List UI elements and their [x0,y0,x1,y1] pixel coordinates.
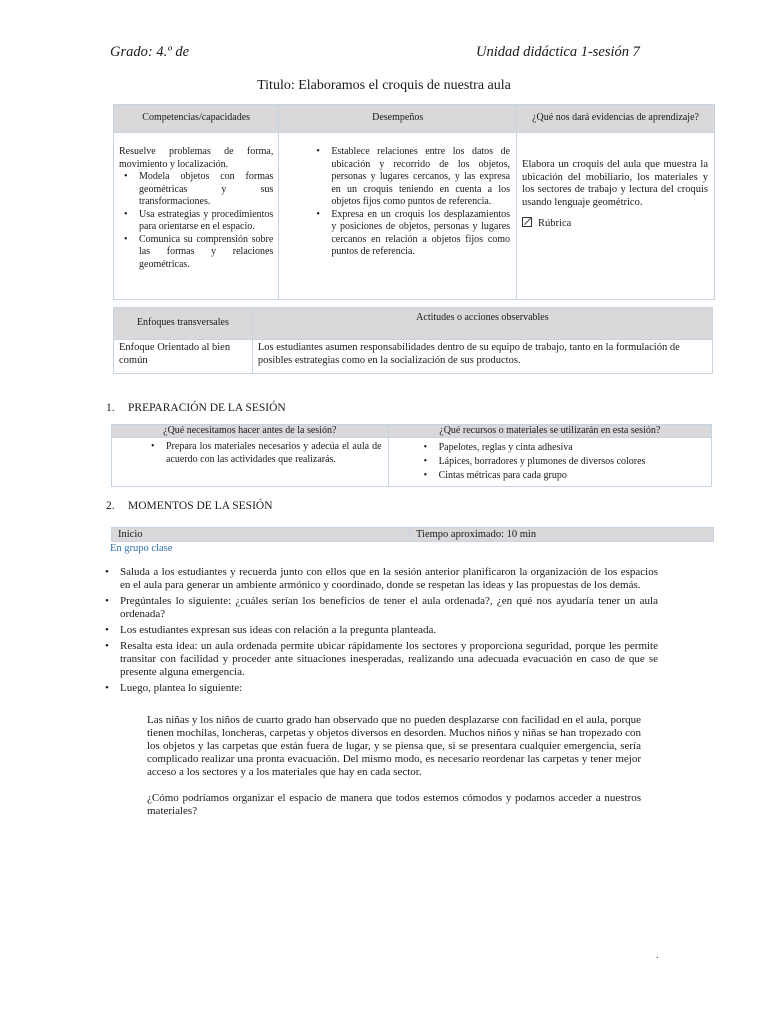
capacity-item: • Usa estrategias y procedimientos para orientarse en el espacio. [139,209,273,234]
before-item: • Prepara los materiales necesarios y adecúa el aula de acuerdo con las actividades que realizarás. [166,441,382,466]
moment-item: • Pregúntales lo siguiente: ¿cuáles serían los beneficios de tener el aula ordenada?, ¿en qué nos ayudaría tener un aula ordenada? [120,595,658,621]
problem-question: ¿Cómo podríamos organizar el espacio de manera que todos estemos cómodos y podamos acceder a nuestros materiales? [147,792,641,817]
preparation-table [111,424,712,487]
section-number: 1. [106,402,115,414]
moment-item: • Saluda a los estudiantes y recuerda junto con ellos que en la sesión anterior planificaron la organización de los espacios en el aula para generar un ambiente armónico y coordinado, donde se respetan las ideas y las propuestas de los demás. [120,566,658,592]
performance-item: • Expresa en un croquis los desplazamientos y posiciones de objetos, personas y lugares cercanos en relación a objetos fijos como puntos de referencia. [331,209,510,259]
moment-item: • Los estudiantes expresan sus ideas con relación a la pregunta planteada. [120,624,658,637]
approach-table [113,307,713,374]
moment-item: • Luego, plantea lo siguiente: [120,682,658,695]
attitudes-header: Actitudes o acciones observables [252,308,712,340]
approach-cell: Enfoque Orientado al bien común [114,340,253,374]
evidence-header: ¿Qué nos dará evidencias de aprendizaje? [517,105,715,133]
unit-label: Unidad didáctica 1-sesión 7 [476,44,640,60]
capacity-item: • Modela objetos con formas geométricas y sus transformaciones. [139,171,273,209]
page-title: Titulo: Elaboramos el croquis de nuestra aula [257,78,511,93]
evidence-text: Elabora un croquis del aula que muestra la ubicación del mobiliario, los materiales y los sectores de trabajo y lectura del croquis usando lenguaje geométrico. [522,159,708,208]
performance-header: Desempeños [279,105,517,133]
performance-cell [279,133,517,300]
group-label: En grupo clase [110,543,173,554]
material-item: • Cintas métricas para cada grupo [439,469,705,483]
checkbox-icon [522,217,532,227]
phase-label: Inicio [112,528,410,542]
section-number: 2. [106,500,115,512]
footer-mark: . [656,950,659,961]
capacity-item: • Comunica su comprensión sobre las formas y relaciones geométricas. [139,234,273,272]
attitudes-cell: Los estudiantes asumen responsabilidades dentro de su equipo de trabajo, tanto en la formulación de posibles estrategias como en la socialización de sus productos. [252,340,712,374]
moment-item: • Resalta esta idea: un aula ordenada permite ubicar rápidamente los sectores y proporciona seguridad, porque les permite transitar con facilidad y proceder ante situaciones inesperadas, realizando una adecuada evacuación en caso de que se presente alguna emergencia. [120,640,658,679]
before-cell [112,438,389,487]
before-header: ¿Qué necesitamos hacer antes de la sesión? [112,425,389,438]
competency-text: Resuelve problemas de forma, movimiento y localización. [119,146,274,170]
approach-header: Enfoques transversales [114,308,253,340]
section-heading: MOMENTOS DE LA SESIÓN [128,500,273,512]
time-label: Tiempo aproximado: 10 min [410,528,714,542]
competencies-header: Competencias/capacidades [114,105,279,133]
performance-item: • Establece relaciones entre los datos de ubicación y recorrido de los objetos, personas y lugares cercanos, y las expresa en un croquis teniendo en cuenta a los objetos fijos como puntos de referencia. [331,146,510,209]
rubric-label: Rúbrica [538,218,572,229]
material-item: • Lápices, borradores y plumones de diversos colores [439,455,705,469]
moments-content [120,566,658,695]
materials-cell [388,438,711,487]
section-heading: PREPARACIÓN DE LA SESIÓN [128,402,286,414]
competencies-cell [114,133,279,300]
grade-label: Grado: 4.º de [110,44,189,60]
competencies-table [113,104,715,300]
phase-table [111,527,714,542]
material-item: • Papelotes, reglas y cinta adhesiva [439,441,705,455]
evidence-cell [517,133,715,300]
problem-text: Las niñas y los niños de cuarto grado han observado que no pueden desplazarse con facilidad en el aula, porque tienen mochilas, loncheras, carpetas y objetos diversos en desorden. Muchos niños y niñas se han tropezado con los objetos y las carpetas que están fuera de lugar, y se piensa que, si se presentara cualquier emergencia, sería complicado realizar una pronta evacuación. Del mismo modo, es necesario reordenar las carpetas y tener mejor acceso a los sectores y a los materiales que hay en cada sector. [147,714,641,778]
materials-header: ¿Qué recursos o materiales se utilizarán en esta sesión? [388,425,711,438]
